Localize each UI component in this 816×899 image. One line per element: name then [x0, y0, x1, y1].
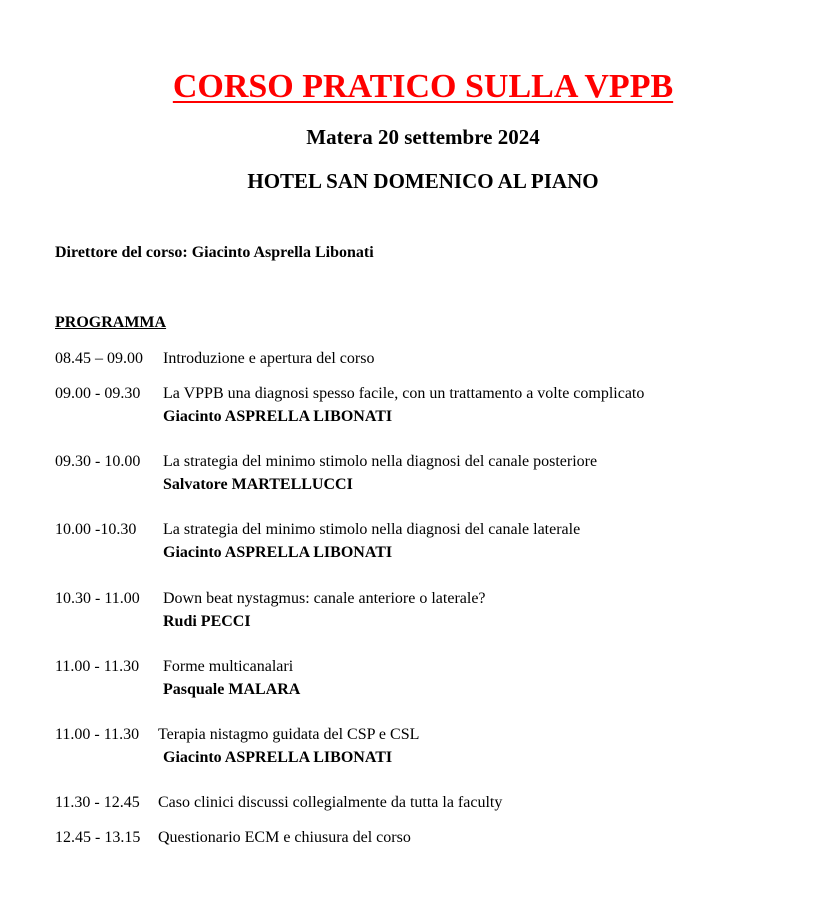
- program-item: [55, 518, 580, 564]
- course-director: Direttore del corso: Giacinto Asprella Libonati: [55, 244, 374, 261]
- item-title: Caso clinici discussi collegialmente da tutta la faculty: [158, 794, 503, 811]
- program-item: [55, 382, 644, 428]
- date-line: Matera 20 settembre 2024: [306, 125, 540, 149]
- item-title: Down beat nystagmus: canale anteriore o laterale?: [163, 590, 486, 607]
- item-time: 10.00 -10.30: [55, 521, 137, 538]
- item-time: 11.00 - 11.30: [55, 726, 140, 743]
- item-title: La strategia del minimo stimolo nella diagnosi del canale posteriore: [163, 453, 598, 470]
- venue-line: HOTEL SAN DOMENICO AL PIANO: [247, 169, 599, 193]
- program-item: [55, 450, 597, 496]
- item-speaker: Pasquale MALARA: [163, 681, 301, 698]
- program-item: [55, 587, 486, 633]
- program-item: [55, 347, 374, 370]
- item-time: 09.00 - 09.30: [55, 385, 141, 402]
- program-heading: PROGRAMMA: [55, 314, 167, 331]
- item-time: 12.45 - 13.15: [55, 829, 141, 846]
- item-title: Forme multicanalari: [163, 658, 294, 675]
- item-title: Questionario ECM e chiusura del corso: [158, 829, 411, 846]
- course-title: CORSO PRATICO SULLA VPPB: [172, 68, 674, 105]
- item-title: La VPPB una diagnosi spesso facile, con un trattamento a volte complicato: [163, 385, 645, 402]
- item-speaker: Giacinto ASPRELLA LIBONATI: [163, 749, 393, 766]
- item-speaker: Giacinto ASPRELLA LIBONATI: [163, 408, 393, 425]
- item-time: 11.00 - 11.30: [55, 658, 140, 675]
- item-speaker: Giacinto ASPRELLA LIBONATI: [163, 544, 393, 561]
- item-time: 08.45 – 09.00: [55, 350, 143, 367]
- item-speaker: Salvatore MARTELLUCCI: [163, 476, 353, 493]
- program-item: [55, 655, 300, 701]
- item-time: 11.30 - 12.45: [55, 794, 140, 811]
- item-title: La strategia del minimo stimolo nella diagnosi del canale laterale: [163, 521, 581, 538]
- program-item: [55, 826, 411, 849]
- item-speaker: Rudi PECCI: [163, 613, 251, 630]
- item-title: Terapia nistagmo guidata del CSP e CSL: [158, 726, 420, 743]
- program-item: [55, 791, 502, 814]
- item-time: 10.30 - 11.00: [55, 590, 140, 607]
- program-item: [55, 723, 419, 769]
- item-title: Introduzione e apertura del corso: [163, 350, 375, 367]
- item-time: 09.30 - 10.00: [55, 453, 141, 470]
